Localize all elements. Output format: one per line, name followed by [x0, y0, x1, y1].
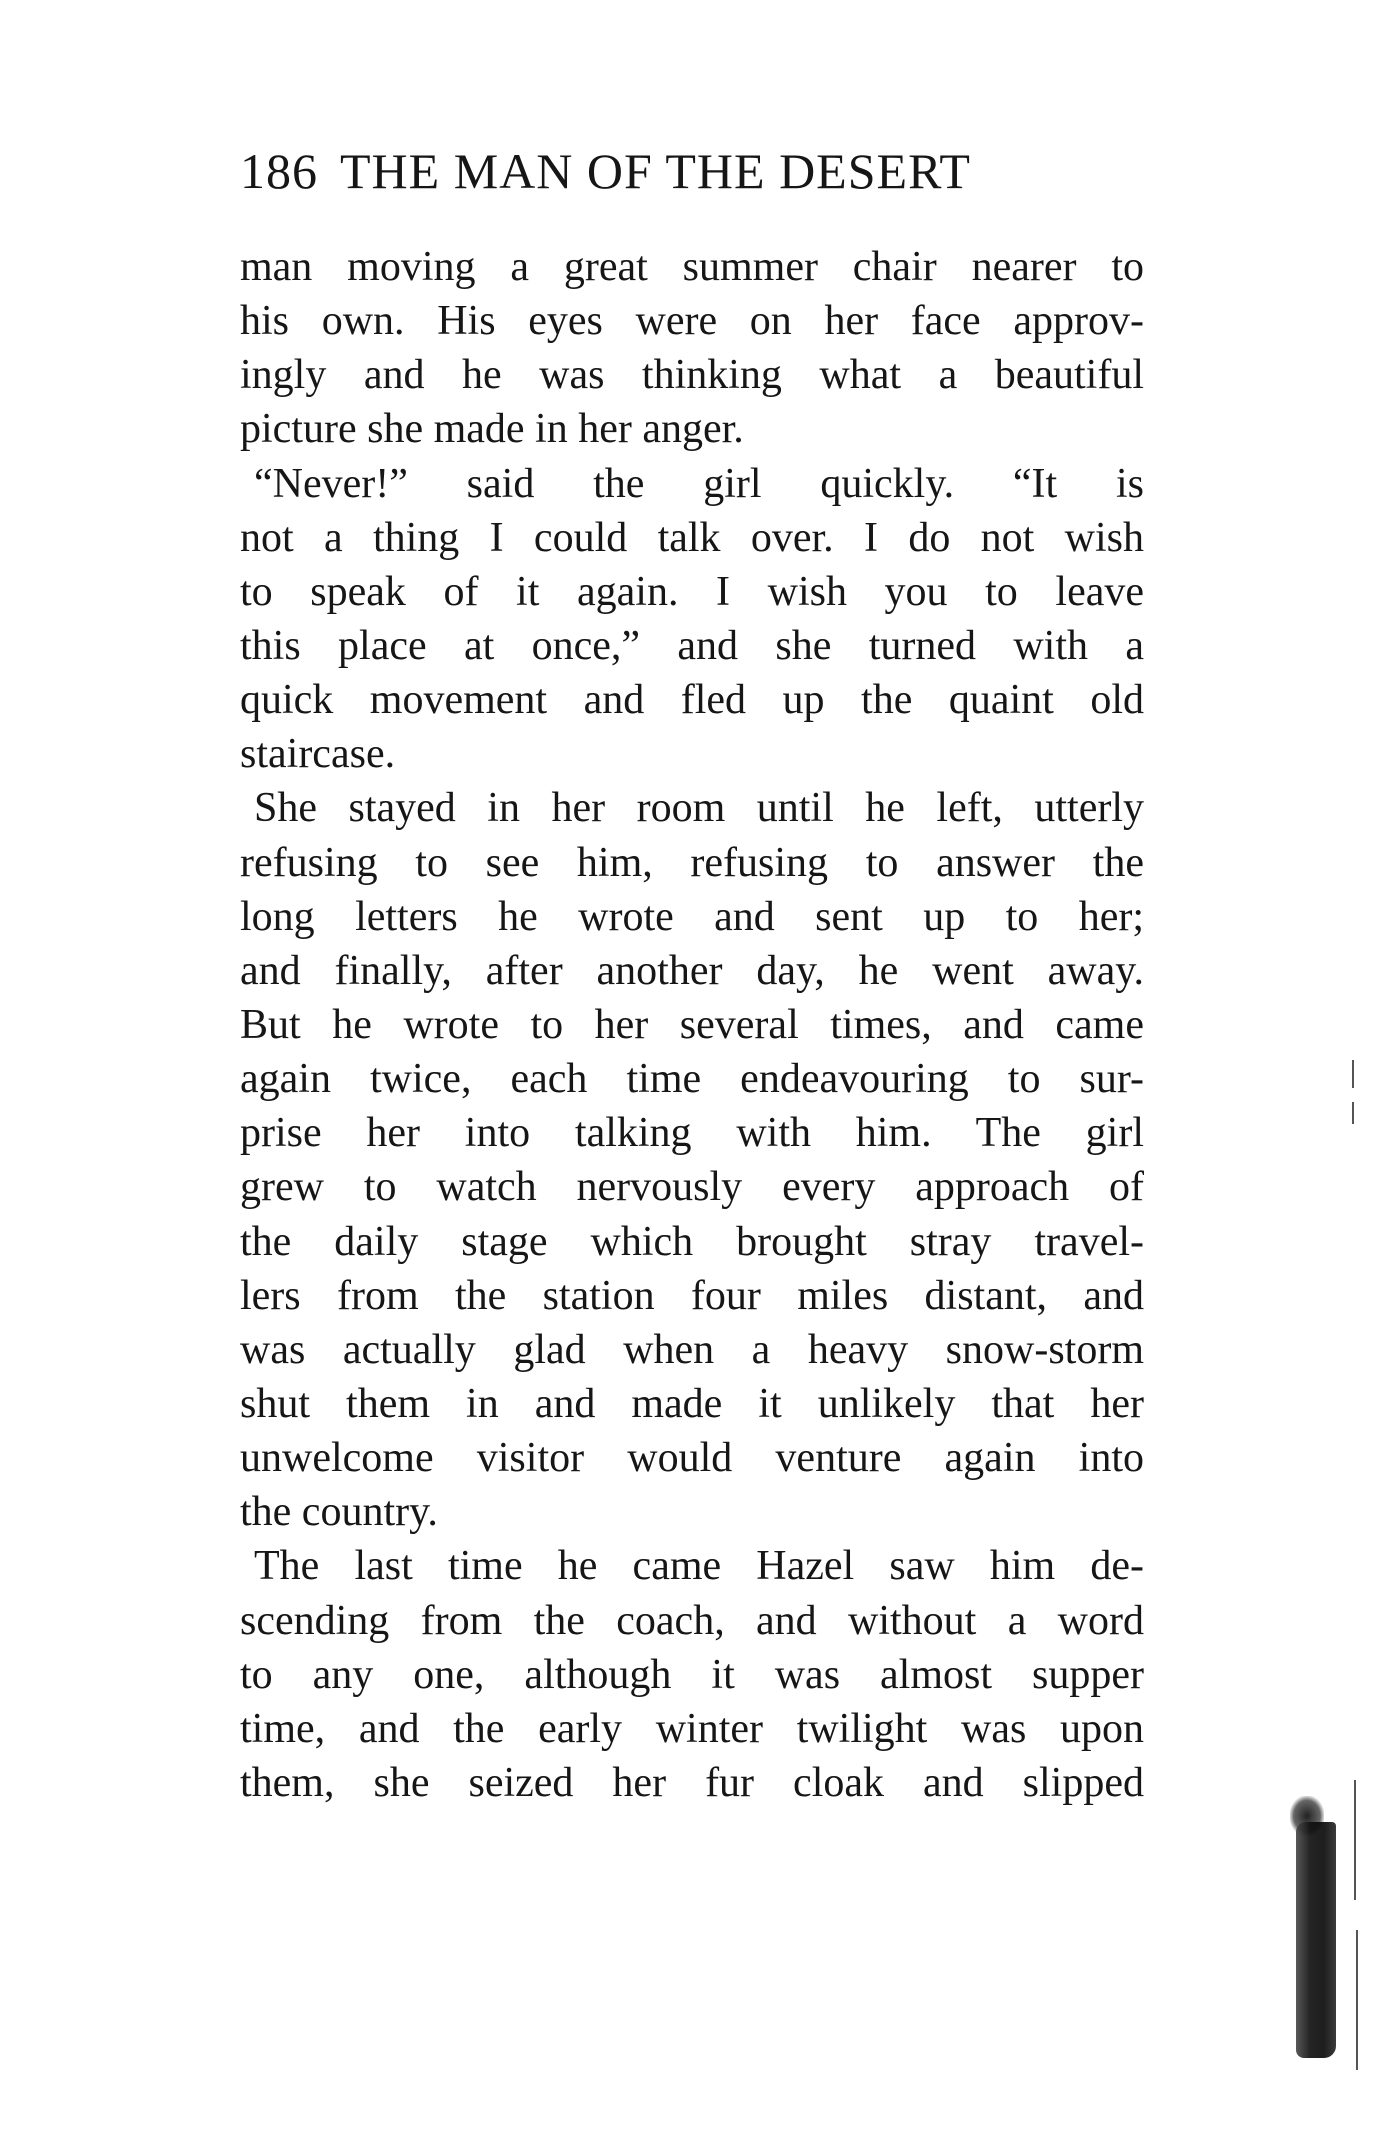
text-line: his own. His eyes were on her face approv-	[240, 298, 1144, 345]
text-line: grew to watch nervously every approach of	[240, 1164, 1144, 1211]
text-line: refusing to see him, refusing to answer the	[240, 839, 1144, 886]
text-line: scending from the coach, and without a word	[240, 1597, 1144, 1644]
text-line: and finally, after another day, he went away.	[240, 947, 1144, 994]
text-line: time, and the early winter twilight was upon	[240, 1705, 1144, 1752]
page-number: 186	[240, 143, 318, 199]
text-line: was actually glad when a heavy snow-storm	[240, 1326, 1144, 1373]
text-line: to any one, although it was almost supper	[240, 1651, 1144, 1698]
body-text	[240, 240, 1144, 1810]
text-line: lers from the station four miles distant, and	[240, 1272, 1144, 1319]
text-line: She stayed in her room until he left, utterly	[254, 785, 1144, 832]
running-head	[240, 138, 1140, 204]
text-line: not a thing I could talk over. I do not wish	[240, 514, 1144, 561]
text-line: staircase.	[240, 731, 396, 778]
text-line: picture she made in her anger.	[240, 406, 744, 453]
text-line: the daily stage which brought stray travel-	[240, 1218, 1144, 1265]
text-line: long letters he wrote and sent up to her;	[240, 893, 1144, 940]
text-line: unwelcome visitor would venture again into	[240, 1435, 1144, 1482]
text-line: But he wrote to her several times, and came	[240, 1001, 1144, 1048]
text-line: prise her into talking with him. The girl	[240, 1110, 1144, 1157]
scan-artifact-line	[1356, 1930, 1358, 2070]
text-line: man moving a great summer chair nearer to	[240, 244, 1144, 290]
scan-artifact-line	[1352, 1102, 1354, 1124]
text-line: ingly and he was thinking what a beautiful	[240, 352, 1144, 399]
text-line: to speak of it again. I wish you to leave	[240, 568, 1144, 615]
text-line: them, she seized her fur cloak and slipped	[240, 1759, 1144, 1806]
text-line: this place at once,” and she turned with a	[240, 622, 1144, 669]
text-line: again twice, each time endeavouring to sur-	[240, 1056, 1144, 1103]
scan-artifact-line	[1352, 1060, 1354, 1088]
text-line: The last time he came Hazel saw him de-	[254, 1543, 1144, 1590]
text-line: “Never!” said the girl quickly. “It is	[254, 460, 1144, 507]
scan-artifact-smudge	[1296, 1822, 1336, 2058]
text-line: quick movement and fled up the quaint old	[240, 677, 1144, 724]
text-line: shut them in and made it unlikely that her	[240, 1380, 1144, 1427]
running-title: THE MAN OF THE DESERT	[340, 143, 971, 199]
text-line: the country.	[240, 1489, 438, 1536]
scan-artifact-line	[1354, 1780, 1356, 1900]
